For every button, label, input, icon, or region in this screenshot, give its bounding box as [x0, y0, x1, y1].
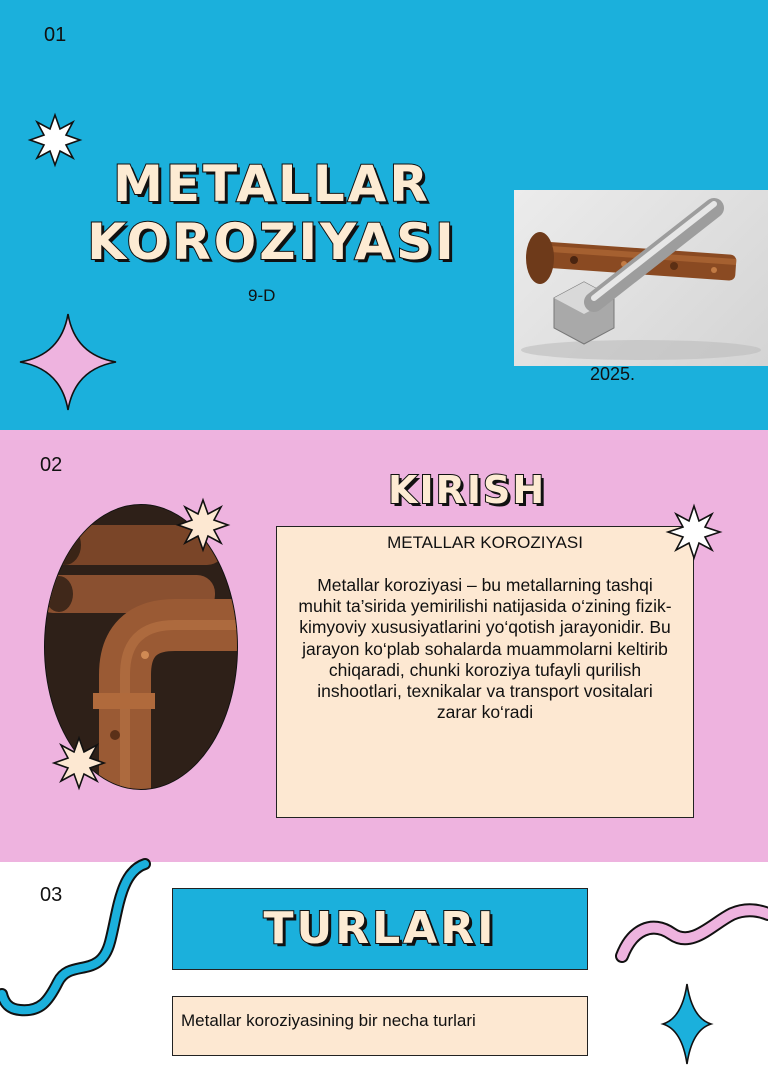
slide-number: 02: [40, 454, 63, 476]
intro-box-title: METALLAR KOROZIYASI: [387, 533, 583, 552]
class-label: 9-D: [248, 286, 276, 305]
slide-number: 01: [44, 24, 67, 46]
title-line-1: METALLAR: [113, 155, 431, 213]
bolt-illustration: [514, 190, 768, 366]
diamond-star-icon: [660, 982, 714, 1066]
slide-1: [0, 0, 768, 430]
four-point-star-icon: [18, 312, 118, 412]
types-text-box: [172, 996, 588, 1056]
sparkle-star-icon: [52, 736, 106, 790]
types-intro-text: Metallar koroziyasining bir necha turlari: [181, 1011, 476, 1030]
squiggle-line-icon: [0, 862, 170, 1024]
intro-box-body: Metallar koroziyasi – bu metallarning tashqi muhit ta’sirida yemirilishi natijasida o‘zining fizik-kimyoviy xususiyatlarini yo‘qotish jarayonidir. Bu jarayon ko‘plab sohalarda muammolarni keltirib chiqaradi, chunki koroziya tufayli qurilish inshootlari, texnikalar va transport vositalari zarar ko‘radi: [298, 575, 672, 723]
bolt-photo: [514, 190, 768, 366]
section-heading: KIRISH: [388, 468, 547, 512]
squiggle-line-icon: [612, 890, 768, 970]
sparkle-star-icon: [176, 498, 230, 552]
sparkle-star-icon: [666, 504, 722, 560]
types-heading-box: [172, 888, 588, 970]
title-line-2: KOROZIYASI: [87, 213, 457, 271]
year-label: 2025.: [590, 364, 636, 384]
presentation-title: [52, 155, 492, 271]
section-heading: TURLARI: [263, 903, 497, 954]
slide-number: 03: [40, 884, 63, 906]
intro-text-box: [276, 526, 694, 818]
